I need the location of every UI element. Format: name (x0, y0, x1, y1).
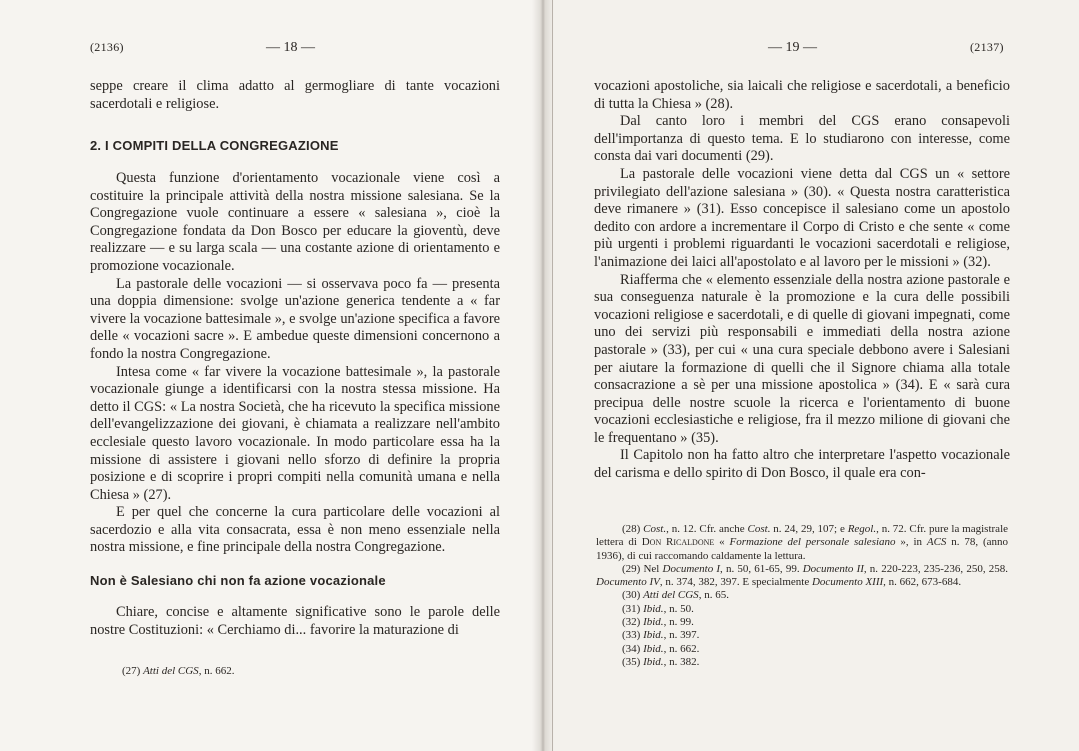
footnote-31: (31) Ibid., n. 50. (622, 602, 694, 615)
left-intro-text (90, 78, 500, 113)
footnote-30: (30) Atti del CGS, n. 65. (622, 589, 729, 602)
book-gutter-shadow (532, 0, 554, 751)
footnote-33: (33) Ibid., n. 397. (622, 629, 700, 642)
body-paragraph: Dal canto loro i membri del CGS erano consapevoli dell'importanza di questo tema. E lo studiarono con interesse, come consta dai vari documenti (29). (594, 113, 1010, 165)
left-footnote (122, 665, 502, 678)
body-paragraph: vocazioni apostoliche, sia laicali che religiose e sacerdotali, a beneficio di tutta la Chiesa » (28). (594, 78, 1010, 112)
right-page-number: — 19 — (768, 40, 817, 55)
right-body-text (594, 78, 1010, 483)
book-gutter-line (552, 0, 553, 751)
body-paragraph: Riafferma che « elemento essenziale della nostra azione pastorale e sua conseguenza naturale è la promozione e la cura delle possibili vocazioni religiose e sacerdotali, e di quelle di giovani impegnati, come uno dei servizi più responsabili e immediati della nostra azione pastorale » (33), per cui « una cura speciale debbono avere i Salesiani per aiutare la formazione di quelli che il Signore chiama alla totale consacrazione a sè per una missione apostolica » (34). E « sarà cura precipua delle nostre scuole la ricerca e l'orientamento di buone vocazioni ecclesiastiche e religiose, fra il mezzo milione di giovani che le frequentano » (35). (594, 271, 1010, 446)
footnote-28: (28) Cost., n. 12. Cfr. anche Cost. n. 24, 29, 107; e Regol., n. 72. Cfr. pure la magistrale lettera di Don Ricaldone « Formazione del personale salesiano », in ACS n. 78, (anno 1936), di cui raccomando caldamente la lettura. (596, 523, 1009, 562)
footnote-34: (34) Ibid., n. 662. (622, 642, 700, 655)
intro-paragraph: seppe creare il clima adatto al germogliare di tante vocazioni sacerdotali e religiose. (90, 78, 500, 112)
right-header-code: (2137) (970, 40, 1004, 54)
left-page-number: — 18 — (266, 40, 315, 55)
footnote-27: (27) Atti del CGS, n. 662. (122, 665, 235, 677)
left-body-text (90, 170, 500, 557)
body-paragraph: Chiare, concise e altamente significative sono le parole delle nostre Costituzioni: « Cerchiamo di... favorire la maturazione di (90, 604, 500, 638)
footnote-35: (35) Ibid., n. 382. (622, 655, 700, 668)
section-title: 2. I COMPITI DELLA CONGREGAZIONE (90, 138, 339, 153)
left-last-text (90, 604, 500, 639)
right-footnotes (596, 523, 1008, 669)
body-paragraph: La pastorale delle vocazioni viene detta dal CGS un « settore privilegiato dell'azione salesiana » (30). « Questa nostra caratteristica deve rimanere » (31). Esso concepisce il salesiano come un apostolo dedito con ardore a incrementare il Corpo di Cristo e che sente « come più urgenti i problemi riguardanti le vocazioni sacerdotali e religiose, l'animazione dei laici all'apostolato e al lavoro per le missioni » (32). (594, 165, 1010, 270)
footnote-29: (29) Nel Documento I, n. 50, 61-65, 99. Documento II, n. 220-223, 235-236, 250, 258. Documento IV, n. 374, 382, 397. E specialmente Documento XIII, n. 662, 673-684. (596, 562, 1008, 589)
body-paragraph: Il Capitolo non ha fatto altro che interpretare l'aspetto vocazionale del carisma e dello spirito di Don Bosco, il quale era con- (594, 447, 1010, 482)
body-paragraph: Questa funzione d'orientamento vocazionale viene così a costituire la principale attività della nostra missione salesiana. Se la Congregazione vuole continuare a essere « salesiana », cioè la Congregazione fondata da Don Bosco per educare la gioventù, deve realizzare — e su larga scala — una costante azione di orientamento e promozione vocazionale. (90, 170, 500, 274)
body-paragraph: E per quel che concerne la cura particolare delle vocazioni al sacerdozio e alla vita consacrata, essa è non meno essenziale nella nostra missione, e fine principale della nostra Congregazione. (90, 504, 500, 556)
body-paragraph: La pastorale delle vocazioni — si osservava poco fa — presenta una doppia dimensione: svolge un'azione generica tendente a « far vivere la vocazione battesimale », e svolge un'azione specifica a favore delle « vocazioni sacre ». E ambedue queste dimensioni concernono a fondo la nostra Congregazione. (90, 275, 500, 362)
right-page (540, 0, 1079, 751)
footnote-32: (32) Ibid., n. 99. (622, 616, 694, 629)
left-header-code: (2136) (90, 40, 124, 54)
body-paragraph: Intesa come « far vivere la vocazione battesimale », la pastorale vocazionale giunge a identificarsi con la nostra stessa missione. Ha detto il CGS: « La nostra Società, che ha ricevuto la specifica missione dell'evangelizzazione dei giovani, è chiamata a realizzare nell'ambito ecclesiale questo lavoro vocazionale. In modo particolare essa ha la missione di assistere i giovani nello sforzo di definire la propria posizione e di scoprire i propri compiti nella comunità umana e nella Chiesa » (27). (90, 363, 500, 503)
subsection-title: Non è Salesiano chi non fa azione vocazionale (90, 573, 386, 588)
